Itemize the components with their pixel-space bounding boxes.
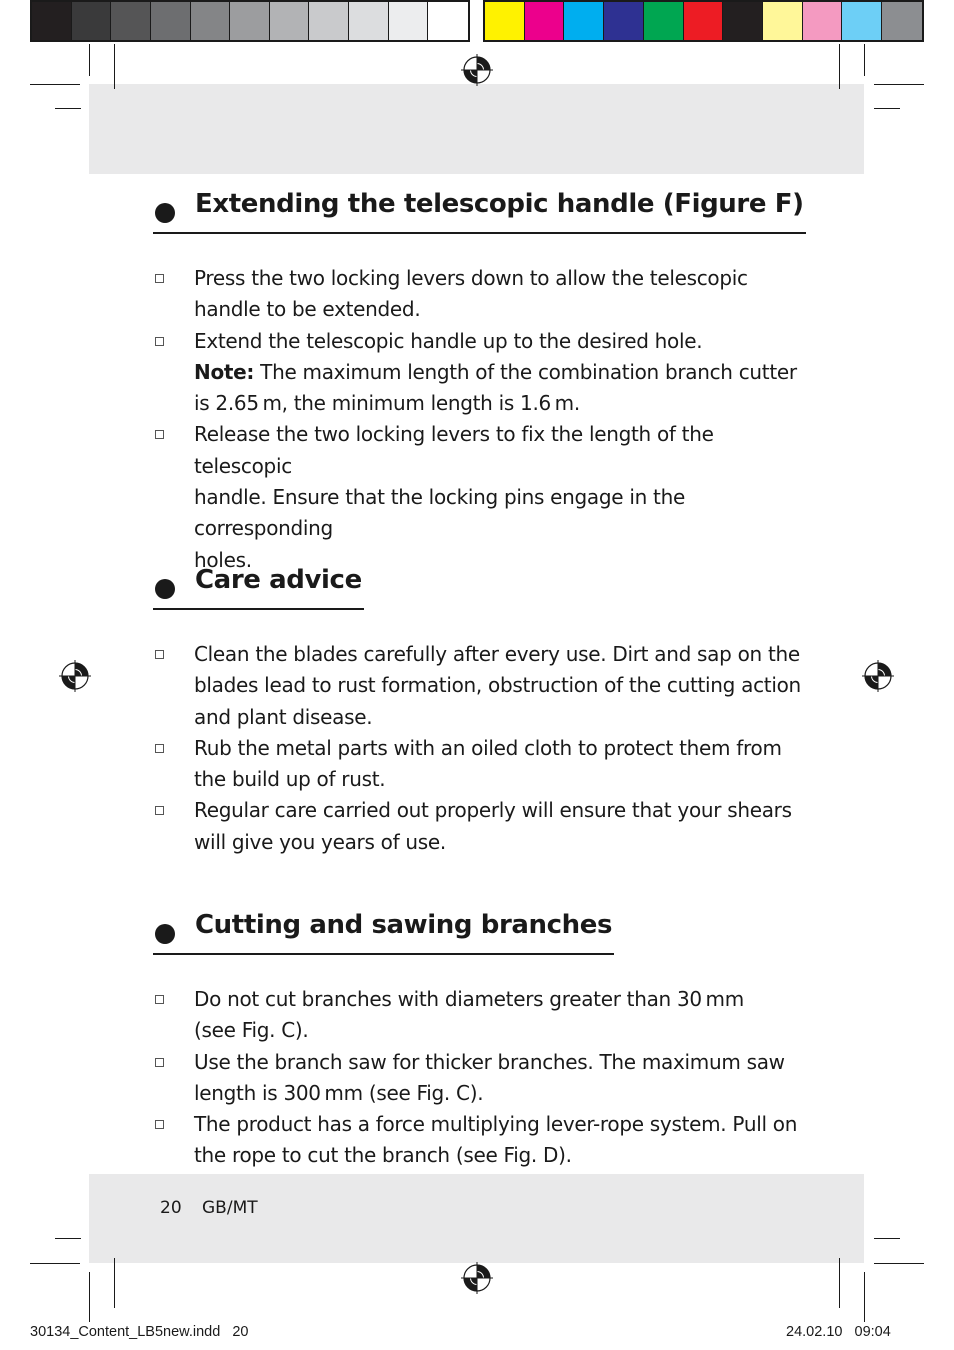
checkbox-bullet-icon	[155, 995, 164, 1004]
bullet-dot-icon	[155, 924, 175, 944]
header-band	[89, 84, 864, 174]
color-swatch	[349, 2, 389, 40]
color-swatch	[485, 2, 525, 40]
checkbox-bullet-icon	[155, 430, 164, 439]
color-swatch	[604, 2, 644, 40]
crop-mark	[874, 1238, 900, 1239]
item-line: and plant disease.	[194, 704, 373, 729]
color-swatch	[270, 2, 310, 40]
list-item	[153, 326, 803, 420]
crop-mark	[114, 44, 115, 89]
slug-datetime: 24.02.10 09:04	[786, 1324, 891, 1340]
section-heading	[153, 908, 803, 956]
list-item	[153, 419, 803, 575]
color-swatch	[32, 2, 72, 40]
crop-mark	[55, 1238, 81, 1239]
checkbox-bullet-icon	[155, 337, 164, 346]
section-care-advice	[153, 563, 803, 858]
color-swatch	[803, 2, 843, 40]
item-line: Extend the telescopic handle up to the desired hole.	[194, 328, 703, 353]
checkbox-bullet-icon	[155, 274, 164, 283]
crop-mark	[114, 1258, 115, 1308]
page-number: 20	[160, 1198, 182, 1218]
item-line: holes.	[194, 547, 252, 572]
color-bar-grayscale	[30, 0, 470, 42]
section-title: Cutting and sawing branches	[195, 910, 613, 940]
footer-band	[89, 1174, 864, 1263]
heading-underline	[153, 232, 806, 234]
crop-mark	[30, 84, 80, 85]
section-telescopic-handle	[153, 187, 803, 576]
item-line: Use the branch saw for thicker branches. The maximum saw	[194, 1049, 785, 1074]
color-bar-process	[483, 0, 924, 42]
color-swatch	[564, 2, 604, 40]
crop-mark	[864, 1272, 865, 1322]
crop-mark	[89, 1272, 90, 1322]
note-label: Note:	[194, 359, 255, 384]
registration-mark-icon	[59, 660, 91, 692]
list-item	[153, 984, 803, 1047]
item-line: length is 300 mm (see Fig. C).	[194, 1080, 484, 1105]
crop-mark	[874, 84, 924, 85]
item-line: (see Fig. C).	[194, 1018, 309, 1043]
list-item	[153, 795, 803, 858]
instruction-list	[153, 639, 803, 858]
color-swatch	[389, 2, 429, 40]
item-line: Release the two locking levers to fix the length of the telescopic	[194, 422, 714, 478]
registration-mark-icon	[862, 660, 894, 692]
crop-mark	[874, 108, 900, 109]
checkbox-bullet-icon	[155, 1058, 164, 1067]
instruction-list	[153, 263, 803, 576]
item-line: handle to be extended.	[194, 297, 421, 322]
color-swatch	[111, 2, 151, 40]
heading-underline	[153, 953, 614, 955]
bullet-dot-icon	[155, 203, 175, 223]
item-line: The product has a force multiplying lever-rope system. Pull on	[194, 1112, 798, 1137]
list-item	[153, 1047, 803, 1110]
section-title: Extending the telescopic handle (Figure F)	[195, 189, 804, 219]
item-line: Regular care carried out properly will ensure that your shears	[194, 798, 792, 823]
color-swatch	[230, 2, 270, 40]
crop-mark	[30, 1263, 80, 1264]
color-swatch	[882, 2, 922, 40]
color-swatch	[309, 2, 349, 40]
color-swatch	[644, 2, 684, 40]
checkbox-bullet-icon	[155, 744, 164, 753]
registration-mark-icon	[461, 1262, 493, 1294]
item-line: the rope to cut the branch (see Fig. D).	[194, 1143, 572, 1168]
checkbox-bullet-icon	[155, 650, 164, 659]
crop-mark	[864, 44, 865, 76]
color-swatch	[191, 2, 231, 40]
bullet-dot-icon	[155, 579, 175, 599]
list-item	[153, 263, 803, 326]
region-code: GB/MT	[202, 1198, 258, 1218]
list-item	[153, 639, 803, 733]
section-heading	[153, 187, 803, 235]
color-swatch	[763, 2, 803, 40]
crop-mark	[839, 1258, 840, 1308]
section-cutting-sawing	[153, 908, 803, 1172]
crop-mark	[89, 44, 90, 76]
color-swatch	[72, 2, 112, 40]
registration-mark-icon	[461, 54, 493, 86]
item-line: blades lead to rust formation, obstruction of the cutting action	[194, 673, 801, 698]
checkbox-bullet-icon	[155, 1120, 164, 1129]
color-swatch	[151, 2, 191, 40]
crop-mark	[839, 44, 840, 89]
list-item	[153, 733, 803, 796]
item-line: the build up of rust.	[194, 767, 386, 792]
color-swatch	[842, 2, 882, 40]
slug-filename: 30134_Content_LB5new.indd 20	[30, 1324, 249, 1340]
color-swatch	[684, 2, 724, 40]
item-line: Clean the blades carefully after every use. Dirt and sap on the	[194, 642, 800, 666]
section-heading	[153, 563, 803, 611]
note-text: is 2.65 m, the minimum length is 1.6 m.	[194, 391, 580, 416]
note-line	[194, 357, 803, 388]
color-swatch	[428, 2, 468, 40]
color-swatch	[525, 2, 565, 40]
color-swatch	[723, 2, 763, 40]
crop-mark	[874, 1263, 924, 1264]
note-text: The maximum length of the combination branch cutter	[254, 359, 797, 384]
list-item	[153, 1109, 803, 1172]
item-line: handle. Ensure that the locking pins engage in the corresponding	[194, 485, 685, 541]
heading-underline	[153, 608, 364, 610]
instruction-list	[153, 984, 803, 1172]
item-line: Rub the metal parts with an oiled cloth to protect them from	[194, 735, 782, 760]
checkbox-bullet-icon	[155, 806, 164, 815]
item-line: will give you years of use.	[194, 829, 446, 854]
crop-mark	[55, 108, 81, 109]
section-title: Care advice	[195, 565, 362, 595]
item-line: Do not cut branches with diameters greater than 30 mm	[194, 987, 744, 1011]
item-line: Press the two locking levers down to allow the telescopic	[194, 266, 748, 290]
